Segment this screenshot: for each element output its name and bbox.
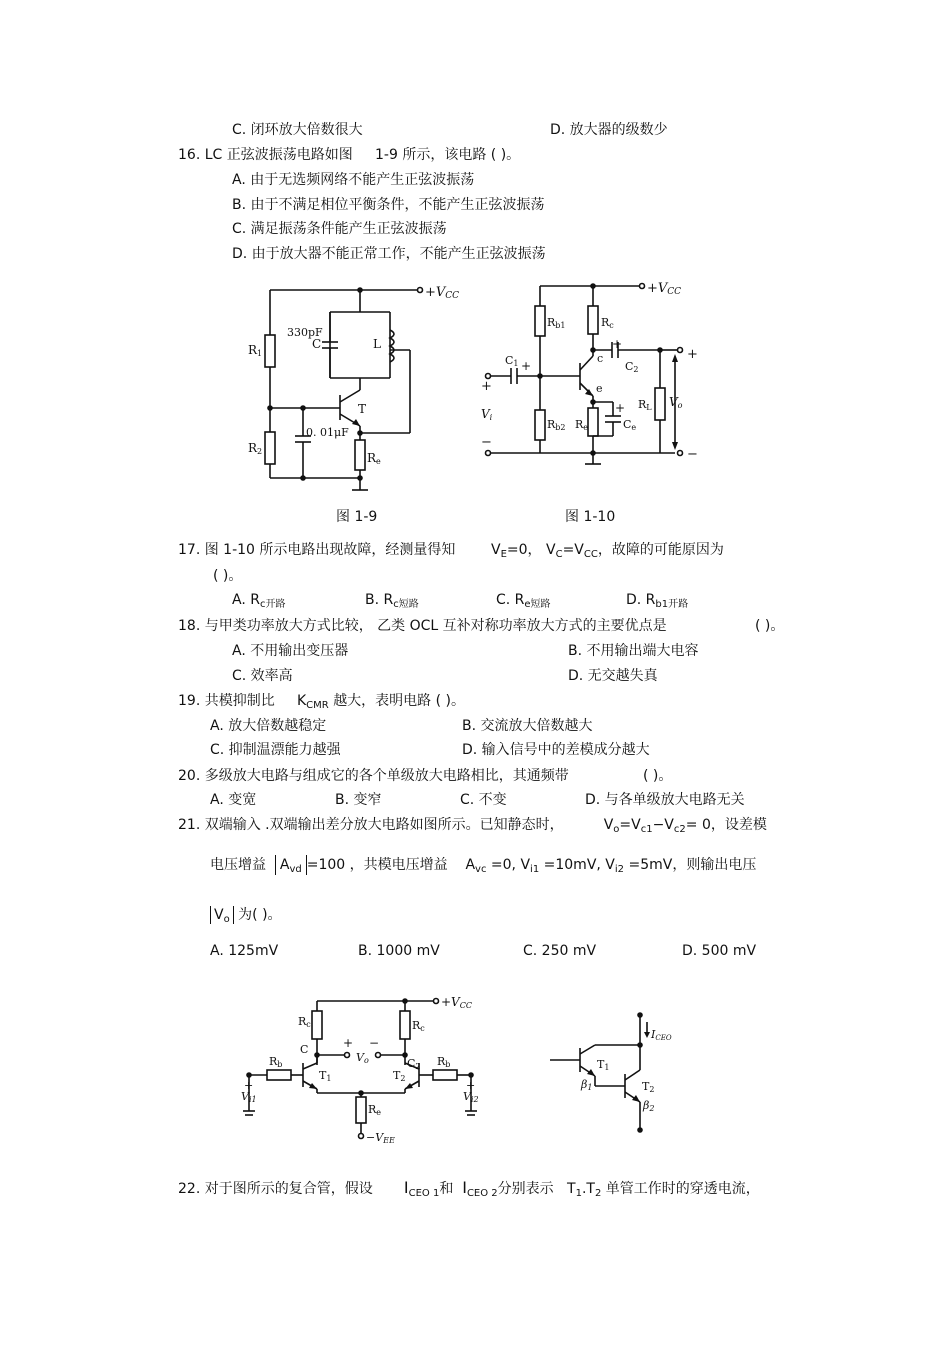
q17-option-c: C. $R_{e短路}$ xyxy=(496,592,551,610)
q20-option-d: D. 与各单级放大电路无关 xyxy=(585,792,745,808)
diff-vo-minus: − xyxy=(369,1036,380,1050)
fig110-rl-label: RL xyxy=(638,398,652,412)
q20-option-b: B. 变窄 xyxy=(335,792,382,808)
q17-stem: 17. 图 1-10 所示电路出现故障，经测量得知 $V_E=0$， $V_C=V_{CC}$，故障的可能原因为 xyxy=(178,542,724,560)
fig19-cap-label: 0. 01μF xyxy=(306,426,349,439)
diff-vo-plus: + xyxy=(343,1036,354,1050)
fig110-rb1-label: Rb1 xyxy=(547,316,566,330)
darl-b2-label: β2 xyxy=(643,1099,655,1113)
fig110-vi-label: Vi xyxy=(481,407,493,422)
q22-stem: 22. 对于图所示的复合管，假设 $I_{CEO 1}$和 $I_{CEO 2}$分别表示 $T_1.T_2$ 单管工作时的穿透电流， xyxy=(178,1178,760,1199)
q21-option-d: D. 500 mV xyxy=(682,943,757,959)
fig110-vi-plus: + xyxy=(481,379,492,394)
darl-iceo-label: ICEO xyxy=(651,1028,672,1042)
q16-stem: 16. LC 正弦波振荡电路如图 1-9 所示，该电路 ( )。 xyxy=(178,147,521,163)
q21-option-c: C. 250 mV xyxy=(523,943,597,959)
diff-c1-label: C xyxy=(300,1043,309,1056)
avd-abs: $A_{vd}$ xyxy=(275,855,307,875)
q19-stem: 19. 共模抑制比 $K_{CMR}$ 越大，表明电路 ( )。 xyxy=(178,693,466,711)
fig19-r2-label: R2 xyxy=(248,441,263,456)
darl-t2-label: T2 xyxy=(642,1080,655,1094)
diff-re-label: Re xyxy=(368,1103,382,1117)
fig110-c1-label: C1 xyxy=(505,354,519,368)
fig110-vo-plus: + xyxy=(687,347,698,362)
q19-option-b: B. 交流放大倍数越大 xyxy=(462,718,593,734)
q18-stem: 18. 与甲类功率放大方式比较， 乙类 OCL 互补对称功率放大方式的主要优点是 xyxy=(178,618,667,634)
q19-option-a: A. 放大倍数越稳定 xyxy=(210,718,327,734)
fig19-r1-label: R1 xyxy=(248,343,263,358)
diff-vi2-plus: + xyxy=(466,1079,476,1092)
fig110-ce-plus: + xyxy=(615,401,626,415)
q18-option-d: D. 无交越失真 xyxy=(568,668,658,684)
fig110-re-label: Re xyxy=(575,418,589,432)
q17-blank: ( )。 xyxy=(213,568,243,584)
fig19-330pf-label: 330pF xyxy=(287,326,323,339)
diff-rb2-label: Rb xyxy=(437,1055,451,1069)
q18-option-a: A. 不用输出变压器 xyxy=(232,643,349,659)
diff-vi1-plus: + xyxy=(244,1079,254,1092)
q17-option-d: D. $R_{b1开路}$ xyxy=(626,592,689,610)
diff-vo-label: Vo xyxy=(356,1051,369,1065)
q18-option-b: B. 不用输出端大电容 xyxy=(568,643,699,659)
q21-line2: 电压增益 $A_{vd} =100$ ，共模电压增益 $A_{vc} =0$, $V_{i1} =10mV$, $V_{i2} =5mV$，则输出电压 xyxy=(210,857,757,875)
fig110-c2-label: C2 xyxy=(625,360,639,374)
diff-vcc-label: +VCC xyxy=(441,995,472,1010)
figure-1-10-circuit xyxy=(475,278,715,473)
q20-blank: ( )。 xyxy=(643,768,673,784)
diff-vee-label: −VEE xyxy=(366,1131,395,1145)
q19-option-d: D. 输入信号中的差模成分越大 xyxy=(462,742,650,758)
fig110-rc-label: Rc xyxy=(601,316,614,330)
darl-t1-label: T1 xyxy=(597,1058,610,1072)
diff-vi2-label: Vi2 xyxy=(463,1090,479,1104)
fig19-l-label: L xyxy=(373,337,381,351)
q15-option-d: D. 放大器的级数少 xyxy=(550,122,668,138)
fig19-transistor-label: T xyxy=(358,402,367,416)
diff-rc1-label: Rc xyxy=(298,1015,311,1029)
q20-option-a: A. 变宽 xyxy=(210,792,257,808)
q17-option-b: B. $R_{c短路}$ xyxy=(365,592,419,610)
fig19-re-label: Re xyxy=(367,451,381,466)
diff-t2-label: T2 xyxy=(393,1069,406,1083)
q17-option-a: A. $R_{c开路}$ xyxy=(232,592,286,610)
fig110-vcc-label: +VCC xyxy=(647,281,682,297)
fig110-node-e: e xyxy=(596,382,603,395)
fig19-vcc-label: +VCC xyxy=(425,285,460,301)
diff-rc2-label: Rc xyxy=(412,1019,425,1033)
fig110-node-c: c xyxy=(597,352,604,365)
fig110-rb2-label: Rb2 xyxy=(547,418,566,432)
diff-vi1-label: Vi1 xyxy=(241,1090,257,1104)
fig19-c-label: C xyxy=(312,337,322,351)
darl-b1-label: β1 xyxy=(581,1078,593,1092)
q16-option-c: C. 满足振荡条件能产生正弦波振荡 xyxy=(232,221,447,237)
differential-amplifier-circuit xyxy=(235,985,490,1145)
fig110-vo-minus: − xyxy=(687,447,698,462)
q21-stem: 21. 双端输入 .双端输出差分放大电路如图所示。已知静态时， $V_o=V_{c1}-V_{c2}= 0$，设差模 xyxy=(178,817,767,835)
darlington-circuit xyxy=(545,1010,705,1140)
q21-option-b: B. 1000 mV xyxy=(358,943,440,959)
q20-stem: 20. 多级放大电路与组成它的各个单级放大电路相比，其通频带 xyxy=(178,768,569,784)
q20-option-c: C. 不变 xyxy=(460,792,507,808)
q19-option-c: C. 抑制温漂能力越强 xyxy=(210,742,341,758)
figure-1-9-caption: 图 1-9 xyxy=(336,509,378,525)
fig110-vo-label: Vo xyxy=(669,395,683,410)
q21-line3: $V_o$ 为( )。 xyxy=(210,908,282,925)
vo-abs: $V_o$ xyxy=(210,906,234,924)
diff-rb1-label: Rb xyxy=(269,1055,283,1069)
q21-option-a: A. 125mV xyxy=(210,943,279,959)
fig110-ce-label: Ce xyxy=(623,418,637,432)
fig110-c2-plus: + xyxy=(612,337,623,351)
diff-t1-label: T1 xyxy=(319,1069,332,1083)
q18-option-c: C. 效率高 xyxy=(232,668,293,684)
fig110-vi-minus: − xyxy=(481,435,492,450)
q15-option-c: C. 闭环放大倍数很大 xyxy=(232,122,363,138)
q16-option-b: B. 由于不满足相位平衡条件，不能产生正弦波振荡 xyxy=(232,197,545,213)
q16-option-a: A. 由于无选频网络不能产生正弦波振荡 xyxy=(232,172,475,188)
figure-1-10-caption: 图 1-10 xyxy=(565,509,616,525)
figure-1-9-circuit xyxy=(240,280,460,495)
diff-c2-label: C2 xyxy=(407,1057,421,1071)
q18-blank: ( )。 xyxy=(755,618,785,634)
q16-option-d: D. 由于放大器不能正常工作，不能产生正弦波振荡 xyxy=(232,246,546,262)
fig110-c1-plus: + xyxy=(521,359,532,373)
